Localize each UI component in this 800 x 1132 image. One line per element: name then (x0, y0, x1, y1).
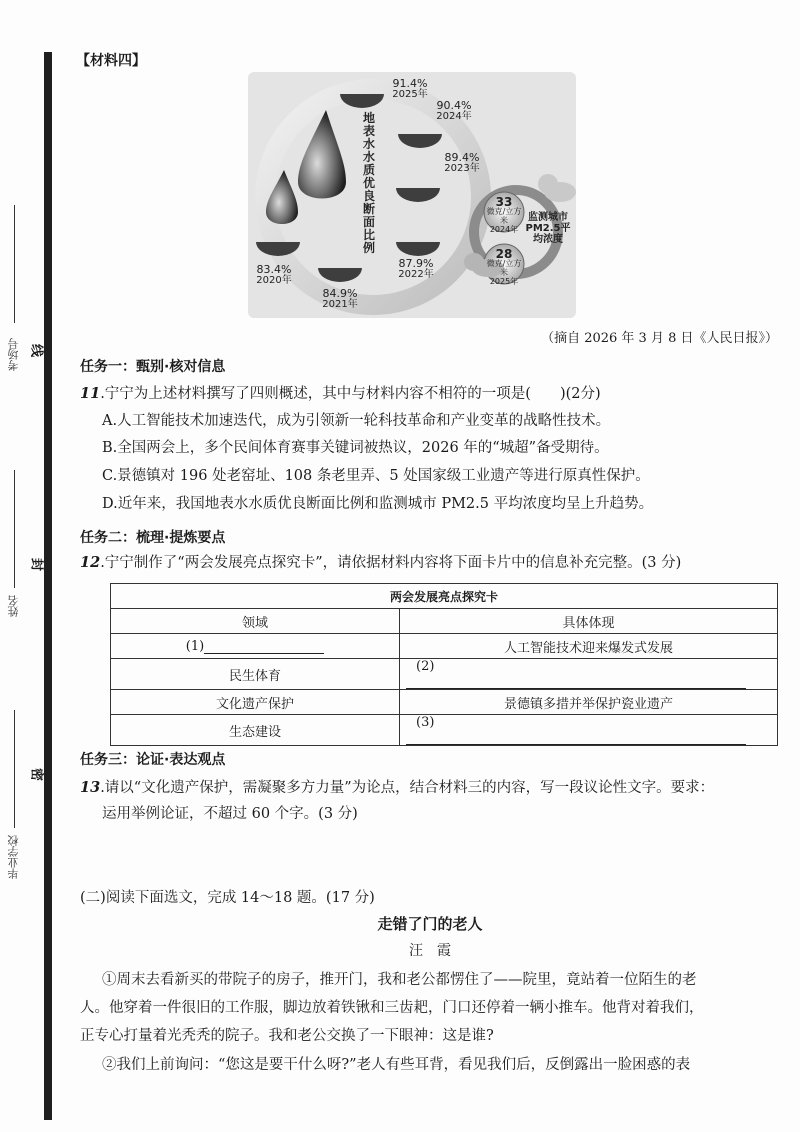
year-2023: 2023年 (444, 163, 480, 174)
pm-year-2025: 2025年 (489, 277, 519, 286)
school-label: 毕业学校 (7, 835, 20, 879)
blank-2-line[interactable] (406, 674, 746, 689)
value-2024: 90.4% (436, 99, 472, 112)
blank-1-line[interactable] (204, 639, 324, 654)
seal-mark-seal: 封 (31, 555, 44, 570)
pm-2024 (486, 195, 522, 234)
paragraph-1-line-2: 人。他穿着一件很旧的工作服，脚边放着铁锹和三齿耙，门口还停着一辆小推车。他背对着我们， (80, 1000, 704, 1016)
col-header-domain: 领域 (111, 609, 400, 634)
point-2023 (440, 152, 484, 174)
figure-title: 地表水水质优良断面比例 (362, 111, 375, 255)
pm-year-2024: 2024年 (489, 225, 519, 234)
seal-mark-line: 线 (31, 341, 44, 356)
table-row (111, 634, 778, 659)
pie-2021 (318, 268, 362, 282)
value-2022: 87.9% (398, 257, 434, 270)
option-b: B.全国两会上，多个民间体育赛事关键词被热议，2026 年的“城超”备受期待。 (102, 440, 609, 456)
pm-title: 监测城市PM2.5平均浓度 (525, 212, 571, 245)
pie-2025 (340, 94, 384, 108)
blank-3-line[interactable] (406, 730, 746, 745)
blank-1-label: (1) (185, 638, 205, 654)
question-13-number: 13 (80, 779, 101, 796)
table-row (111, 659, 778, 690)
blank-3-label: (3) (416, 715, 435, 730)
pm-2025 (486, 247, 522, 286)
blank-1-cell[interactable] (111, 634, 400, 659)
point-2021 (318, 288, 362, 310)
paragraph-2-line-1: ②我们上前询问：“您这是要干什么呀?”老人有些耳背，看见我们后，反倒露出一脸困惑的表 (102, 1057, 691, 1073)
year-2024: 2024年 (436, 111, 472, 122)
exam-number-label: 考场号 (7, 338, 20, 371)
material-label: 【材料四】 (76, 53, 146, 69)
option-c: C.景德镇对 196 处老窑址、108 条老里弄、5 处国家级工业遗产等进行原真性保护。 (102, 468, 650, 484)
year-2020: 2020年 (256, 275, 292, 286)
paragraph-1-line-1: ①周末去看新买的带院子的房子，推开门，我和老公都愣住了——院里，竟站着一位陌生的老 (102, 972, 697, 988)
school-field (14, 710, 15, 828)
point-2025 (388, 78, 432, 100)
question-11-text: .宁宁为上述材料撰写了四则概述，其中与材料内容不相符的一项是( )(2分) (100, 386, 601, 402)
blank-2-cell[interactable] (400, 659, 778, 690)
blank-3-cell[interactable] (400, 715, 778, 746)
detail-jingdezhen: 景德镇多措并举保护瓷业遗产 (400, 690, 778, 715)
question-13-line1: .请以“文化遗产保护，需凝聚多方力量”为论点，结合材料三的内容，写一段议论性文字。要求： (100, 780, 715, 796)
year-2021: 2021年 (322, 299, 358, 310)
value-2020: 83.4% (256, 263, 292, 276)
point-2020 (252, 264, 296, 286)
pie-2020 (256, 242, 300, 256)
blank-2-label: (2) (416, 659, 435, 674)
name-label: 姓名 (7, 595, 20, 617)
question-12-text: .宁宁制作了“两会发展亮点探究卡”，请依据材料内容将下面卡片中的信息补充完整。(3 分) (100, 555, 682, 571)
question-11 (80, 380, 780, 408)
task1-heading: 任务一：甄别·核对信息 (80, 359, 226, 375)
value-2025: 91.4% (392, 77, 428, 90)
exam-number-field (14, 205, 15, 323)
pm-unit-2024: 微克/立方米 (486, 207, 522, 225)
value-2021: 84.9% (322, 287, 358, 300)
essay-title: 走错了门的老人 (377, 915, 483, 933)
option-d: D.近年来，我国地表水水质优良断面比例和监测城市 PM2.5 平均浓度均呈上升趋势。 (102, 496, 654, 512)
col-header-detail: 具体体现 (400, 609, 778, 634)
option-a: A.人工智能技术加速迭代，成为引领新一轮科技革命和产业变革的战略性技术。 (102, 413, 611, 429)
point-2022 (394, 258, 438, 280)
pie-2022 (396, 242, 440, 256)
task2-heading: 任务二：梳理·提炼要点 (80, 530, 226, 546)
paragraph-1-line-3: 正专心打量着光秃秃的院子。我和老公交换了一下眼神：这是谁? (80, 1028, 494, 1044)
card-title: 两会发展亮点探究卡 (111, 584, 778, 609)
table-row (111, 715, 778, 746)
detail-ai: 人工智能技术迎来爆发式发展 (400, 634, 778, 659)
domain-heritage: 文化遗产保护 (111, 690, 400, 715)
point-2024 (432, 100, 476, 122)
task3-heading: 任务三：论证·表达观点 (80, 752, 226, 768)
pm-unit-2025: 微克/立方米 (486, 259, 522, 277)
essay-author: 汪 霞 (409, 943, 451, 959)
seal-mark-secret: 密 (31, 765, 44, 780)
domain-ecology: 生态建设 (111, 715, 400, 746)
year-2022: 2022年 (398, 269, 434, 280)
pie-2024 (398, 134, 442, 148)
answer-area[interactable] (80, 830, 780, 876)
question-11-number: 11 (80, 385, 101, 402)
question-12 (80, 549, 790, 577)
domain-sports: 民生体育 (111, 659, 400, 690)
year-2025: 2025年 (392, 89, 428, 100)
pm-value-2025: 28 (495, 247, 513, 261)
table-row (111, 690, 778, 715)
reading-intro: (二)阅读下面选文，完成 14～18 题。(17 分) (80, 890, 375, 906)
material-source: （摘自 2026 年 3 月 8 日《人民日报》） (541, 331, 778, 346)
value-2023: 89.4% (444, 151, 480, 164)
question-13 (80, 774, 792, 802)
name-field (14, 470, 15, 588)
exploration-card-table (110, 583, 778, 746)
pm-value-2024: 33 (495, 195, 513, 209)
question-12-number: 12 (80, 554, 101, 571)
figure-graphics (248, 72, 576, 318)
water-quality-figure (248, 72, 576, 318)
question-13-line2: 运用举例论证，不超过 60 个字。(3 分) (102, 806, 358, 822)
pie-2023 (396, 188, 440, 202)
